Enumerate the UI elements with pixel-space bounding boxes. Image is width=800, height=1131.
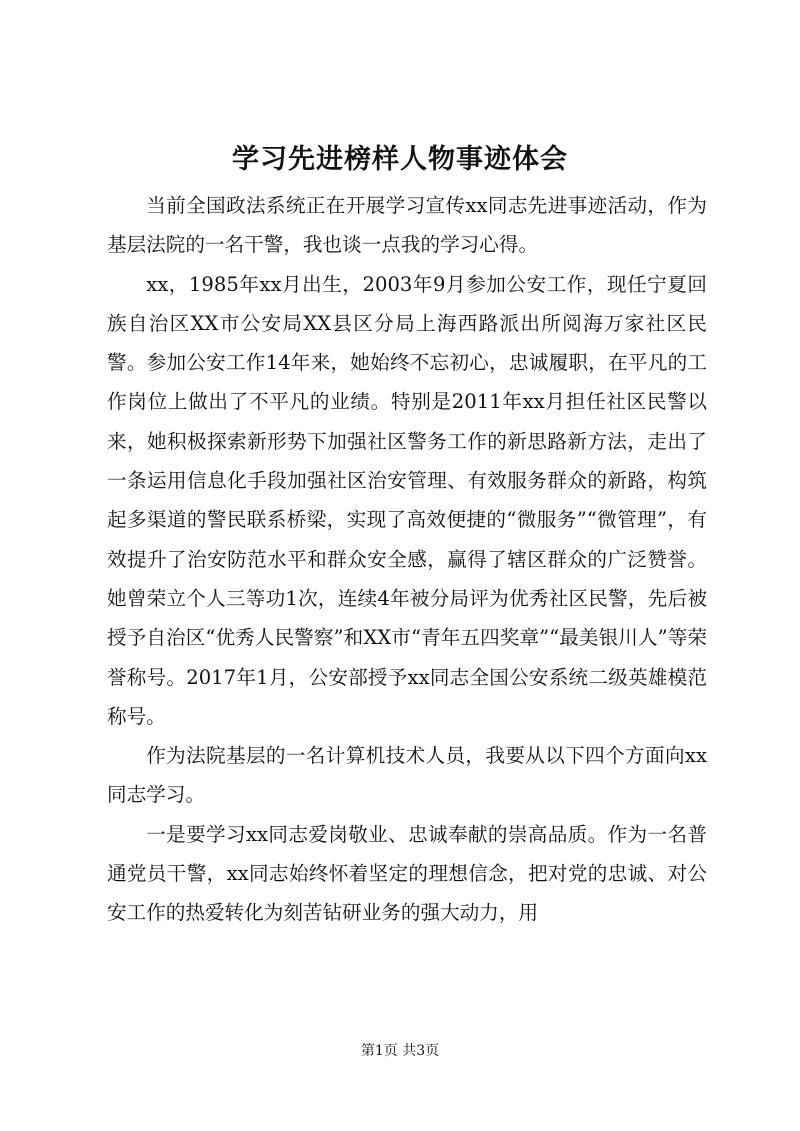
paragraph-biography: xx，1985年xx月出生，2003年9月参加公安工作，现任宁夏回族自治区XX市公安局XX县区分局上海西路派出所阅海万家社区民警。参加公安工作14年来，她始终不忘初心，忠诚履职，在平凡的工作岗位上做出了不平凡的业绩。特别是2011年xx月担任社区民警以来，她积极探索新形势下加强社区警务工作的新思路新方法，走出了一条运用信息化手段加强社区治安管理、有效服务群众的新路，构筑起多渠道的警民联系桥梁，实现了高效便捷的“微服务”“微管理”，有效提升了治安防范水平和群众安全感，赢得了辖区群众的广泛赞誉。她曾荣立个人三等功1次，连续4年被分局评为优秀社区民警，先后被授予自治区“优秀人民警察”和XX市“青年五四奖章”“最美银川人”等荣誉称号。2017年1月，公安部授予xx同志全国公安系统二级英雄模范称号。 (107, 272, 707, 728)
paragraph-point-one: 一是要学习xx同志爱岗敬业、忠诚奉献的崇高品质。作为一名普通党员干警，xx同志始终怀着坚定的理想信念，把对党的忠诚、对公安工作的热爱转化为刻苦钻研业务的强大动力，用 (107, 822, 707, 925)
paragraph-learning-aspects: 作为法院基层的一名计算机技术人员，我要从以下四个方面向xx同志学习。 (107, 744, 707, 807)
page-number-footer: 第1页 共3页 (360, 1043, 440, 1059)
document-title: 学习先进榜样人物事迹体会 (232, 144, 568, 175)
paragraph-intro: 当前全国政法系统正在开展学习宣传xx同志先进事迹活动，作为基层法院的一名干警，我也谈一点我的学习心得。 (107, 194, 707, 257)
document-body (107, 186, 707, 933)
